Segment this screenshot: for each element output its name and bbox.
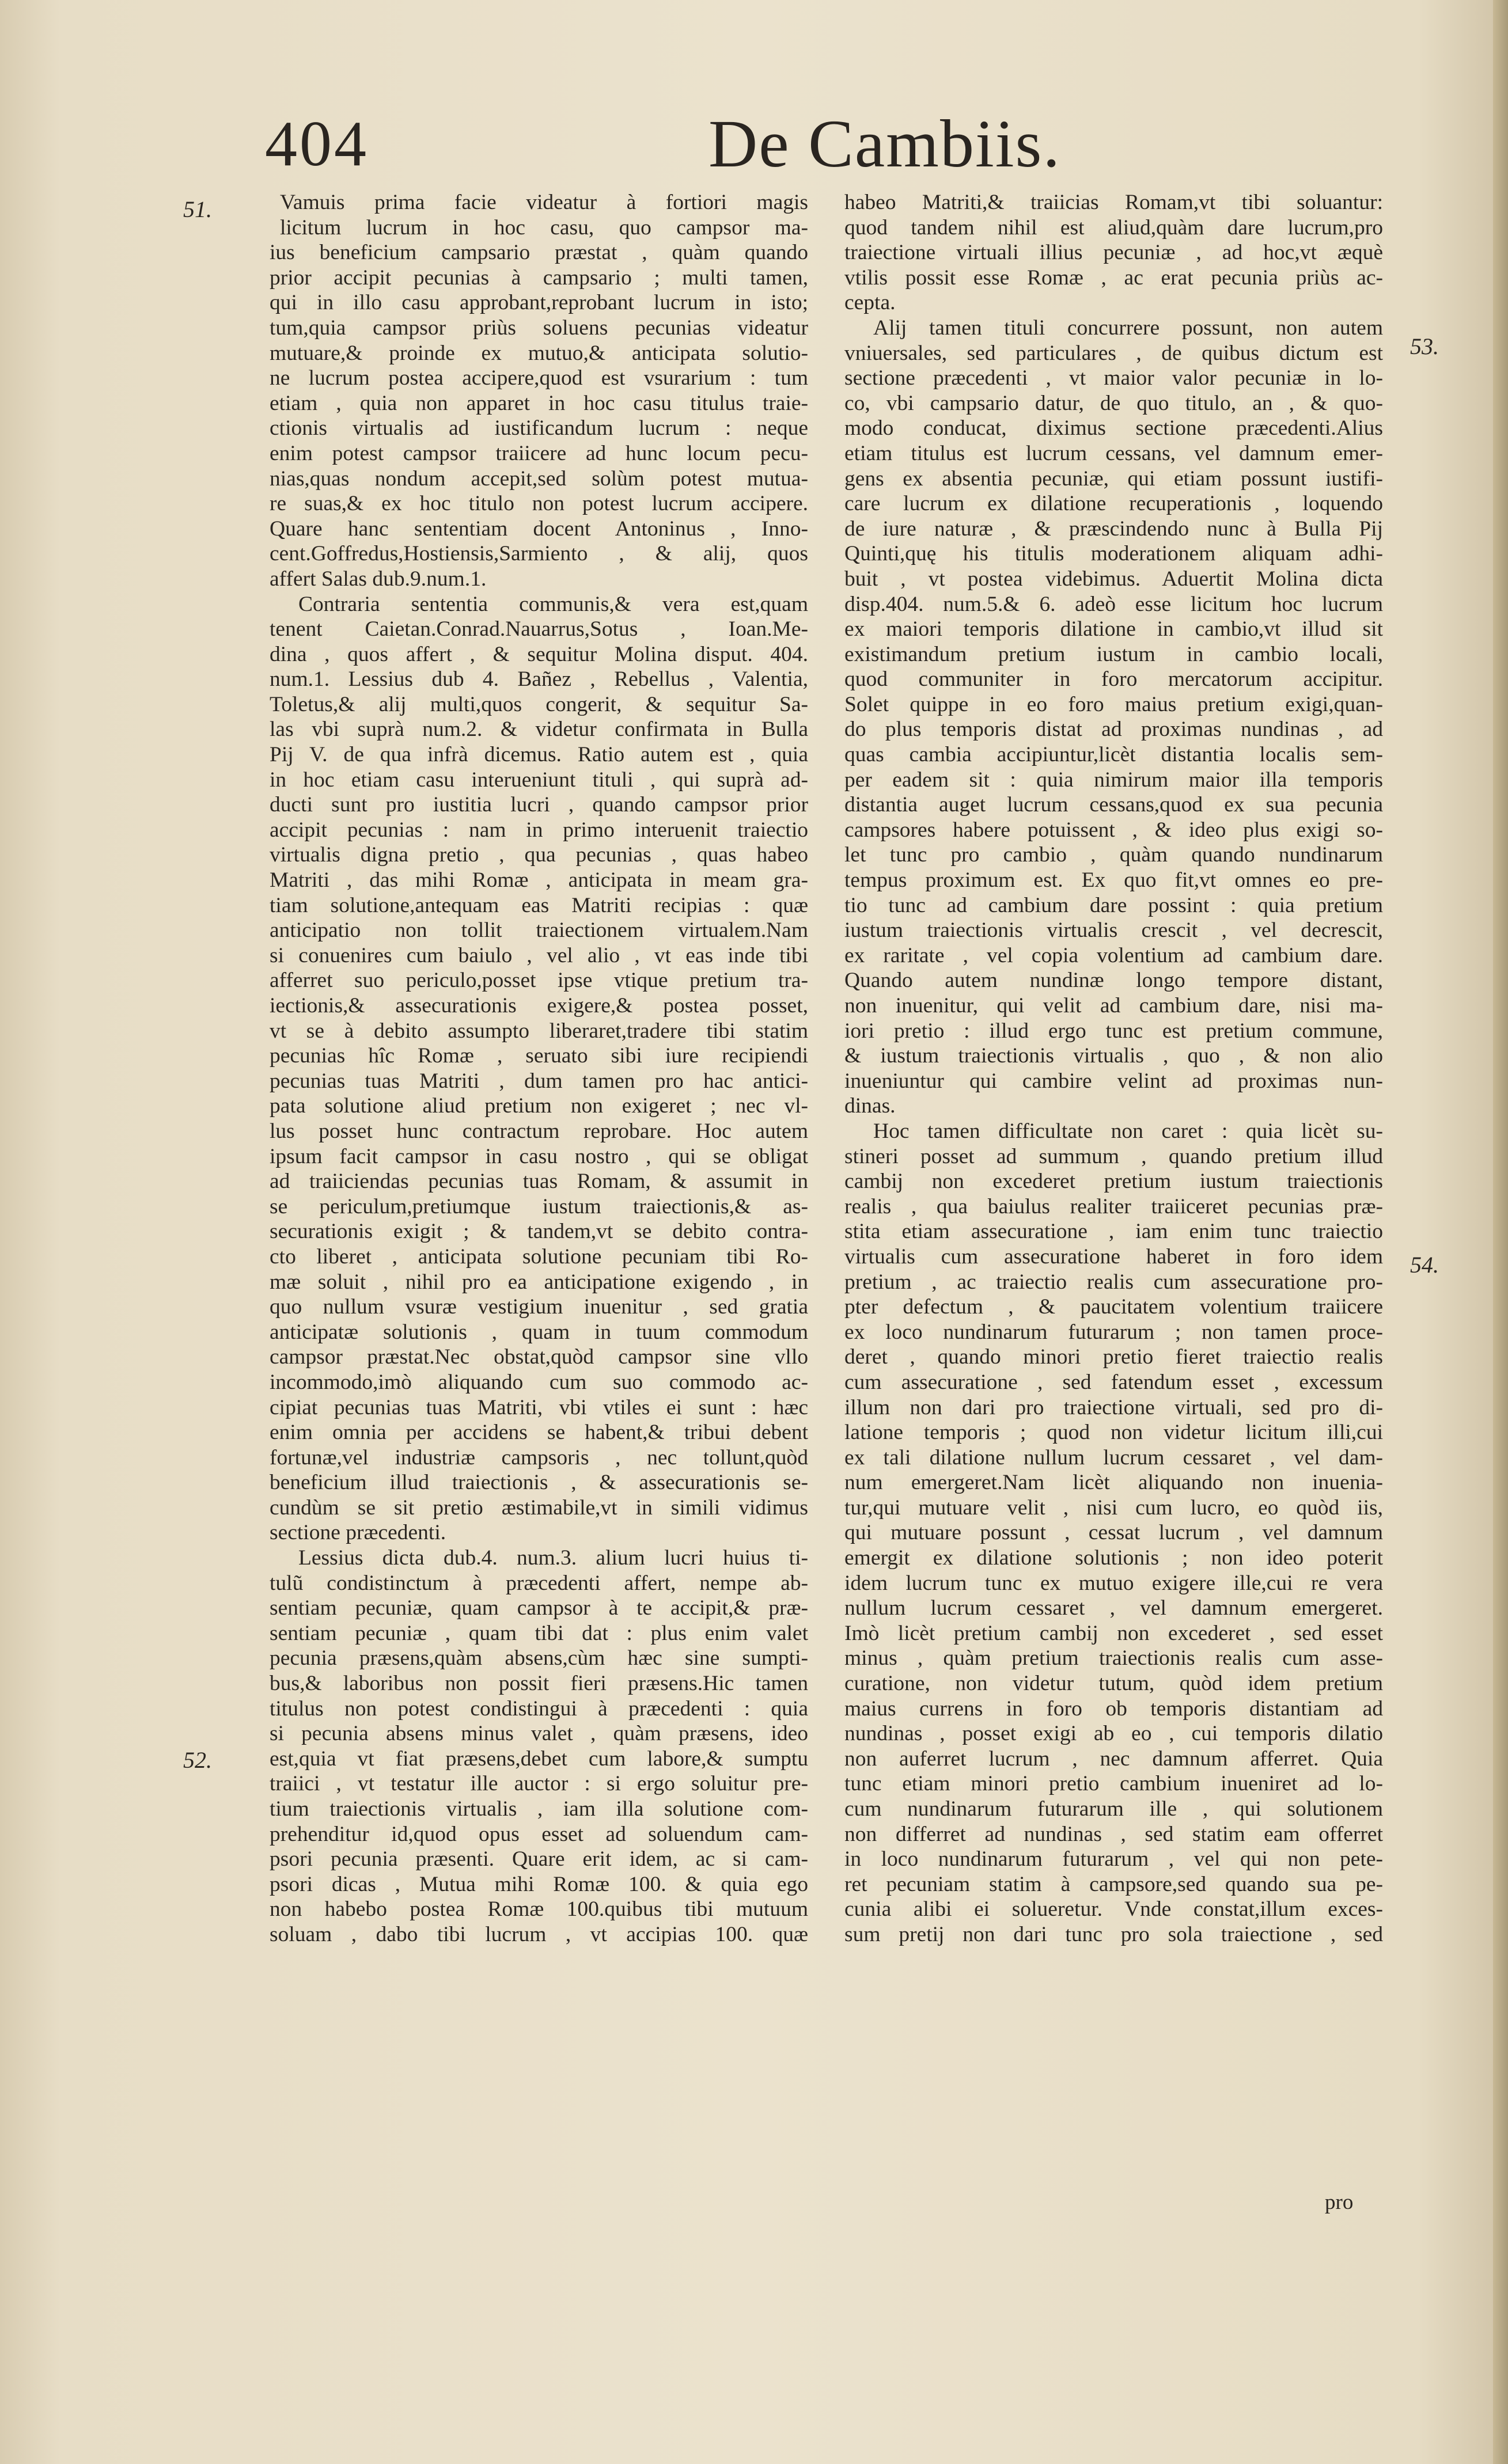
text-line: buit , vt postea videbimus. Aduertit Molina dicta xyxy=(844,567,1383,591)
text-line: securationis exigit ; & tandem,vt se debito contra- xyxy=(270,1220,808,1244)
text-line: virtualis digna pretio , qua pecunias , quas habeo xyxy=(270,843,808,867)
text-line: prehenditur id,quod opus esset ad soluendum cam- xyxy=(270,1822,808,1846)
text-line: nullum lucrum cessaret , vel damnum emergeret. xyxy=(844,1596,1383,1620)
text-line: tunc etiam minori pretio cambium inueniret ad lo- xyxy=(844,1772,1383,1796)
text-line: re suas,& ex hoc titulo non potest lucrum accipere. xyxy=(270,492,808,516)
text-line: distantia auget lucrum cessans,quod ex sua pecunia xyxy=(844,793,1383,817)
text-line: curatione, non videtur tutum, quòd idem pretium xyxy=(844,1672,1383,1696)
text-line: Lessius dicta dub.4. num.3. alium lucri huius ti- xyxy=(298,1546,808,1570)
text-line: iustum traiectionis virtualis crescit , vel decrescit, xyxy=(844,918,1383,943)
text-line: inueniuntur qui cambire velint ad proximas nun- xyxy=(844,1069,1383,1093)
text-line: stita etiam assecuratione , iam enim tunc traiectio xyxy=(844,1220,1383,1244)
text-line: latione temporis ; quod non videtur licitum illi,cui xyxy=(844,1421,1383,1445)
text-line: titulus non potest condistingui à præcedenti : quia xyxy=(270,1696,808,1721)
text-line: care lucrum ex dilatione recuperationis , loquendo xyxy=(844,492,1383,516)
text-line: Contraria sententia communis,& vera est,quam xyxy=(298,592,808,616)
text-line: sentiam pecuniæ , quam tibi dat : plus enim valet xyxy=(270,1621,808,1645)
text-line: Pij V. de qua infrà dicemus. Ratio autem est , quia xyxy=(270,743,808,767)
text-line: bus,& laboribus non possit fieri præsens.Hic tamen xyxy=(270,1672,808,1696)
margin-number-51: 51. xyxy=(183,196,212,222)
text-line: tiam solutione,antequam eas Matriti recipias : quæ xyxy=(270,893,808,917)
text-line: nundinas , posset exigi ab eo , cui temporis dilatio xyxy=(844,1722,1383,1746)
text-line: fortunæ,vel industriæ campsoris , nec tollunt,quòd xyxy=(270,1445,808,1470)
text-line: sectione præcedenti , vt maior valor pecuniæ in lo- xyxy=(844,366,1383,390)
text-line: Solet quippe in eo foro maius pretium exigi,quan- xyxy=(844,692,1383,716)
text-line: tio tunc ad cambium dare possint : quia pretium xyxy=(844,893,1383,917)
text-line: quo nullum vsuræ vestigium inuenitur , sed gratia xyxy=(270,1295,808,1319)
text-line: Matriti , das mihi Romæ , anticipata in meam gra- xyxy=(270,868,808,893)
text-line: campsores habere potuissent , & ideo plus exigi so- xyxy=(844,818,1383,842)
text-line: pter defectum , & paucitatem volentium traiicere xyxy=(844,1295,1383,1319)
text-line: si conuenires cum baiulo , vel alio , vt eas inde tibi xyxy=(270,943,808,967)
text-line: in hoc etiam casu interueniunt tituli , qui suprà ad- xyxy=(270,768,808,792)
text-line: dinas. xyxy=(844,1094,896,1118)
text-line: de iure naturæ , & præscindendo nunc à Bulla Pij xyxy=(844,517,1383,541)
text-line: ex tali dilatione nullum lucrum cessaret , vel dam- xyxy=(844,1445,1383,1470)
text-line: cepta. xyxy=(844,291,896,315)
text-line: gens ex absentia pecuniæ, qui etiam possunt iustifi- xyxy=(844,466,1383,491)
text-line: non habebo postea Romæ 100.quibus tibi mutuum xyxy=(270,1897,808,1922)
text-line: deret , quando minori pretio fieret traiectio realis xyxy=(844,1345,1383,1369)
text-line: ad traiiciendas pecunias tuas Romam, & assumit in xyxy=(270,1170,808,1194)
text-line: emergit ex dilatione solutionis ; non ideo poterit xyxy=(844,1546,1383,1570)
text-line: num emergeret.Nam licèt aliquando non inuenia- xyxy=(844,1471,1383,1495)
text-line: let tunc pro cambio , quàm quando nundinarum xyxy=(844,843,1383,867)
page-number: 404 xyxy=(265,108,369,180)
text-line: se periculum,pretiumque iustum traiectionis,& as- xyxy=(270,1194,808,1218)
text-line: qui mutuare possunt , cessat lucrum , vel damnum xyxy=(844,1521,1383,1545)
text-line: etiam , quia non apparet in hoc casu titulus traie- xyxy=(270,391,808,415)
text-line: non differret ad nundinas , sed statim eam offerret xyxy=(844,1822,1383,1846)
text-line: vt se à debito assumpto liberaret,tradere tibi statim xyxy=(270,1019,808,1043)
text-line: do plus temporis distat ad proximas nundinas , ad xyxy=(844,717,1383,742)
text-line: psori dicas , Mutua mihi Romæ 100. & quia ego xyxy=(270,1872,808,1896)
text-line: habeo Matriti,& traiicias Romam,vt tibi soluantur: xyxy=(844,191,1383,214)
text-line: Toletus,& alij multi,quos congerit, & sequitur Sa- xyxy=(270,692,808,716)
text-line: prior accipit pecunias à campsario ; multi tamen, xyxy=(270,265,808,290)
text-line: etiam titulus est lucrum cessans, vel damnum emer- xyxy=(844,441,1383,465)
text-line: co, vbi campsario datur, de quo titulo, an , & quo- xyxy=(844,391,1383,415)
text-line: soluam , dabo tibi lucrum , vt accipias 100. quæ xyxy=(270,1922,808,1946)
catchword: pro xyxy=(1325,2190,1354,2214)
text-line: disp.404. num.5.& 6. adeò esse licitum hoc lucrum xyxy=(844,592,1383,616)
text-line: incommodo,imò aliquando cum suo commodo ac- xyxy=(270,1370,808,1394)
text-line: vtilis possit esse Romæ , ac erat pecunia priùs ac- xyxy=(844,265,1383,290)
text-line: las vbi suprà num.2. & videtur confirmata in Bulla xyxy=(270,717,808,742)
right-column xyxy=(844,190,1383,1947)
text-line: sectione præcedenti. xyxy=(270,1521,446,1545)
text-line: pretium , ac traiectio realis cum assecuratione pro- xyxy=(844,1270,1383,1294)
text-line: anticipatæ solutionis , quam in tuum commodum xyxy=(270,1320,808,1344)
text-line: quod tandem nihil est aliud,quàm dare lucrum,pro xyxy=(844,215,1383,240)
text-line: afferret suo periculo,posset ipse vtique pretium tra- xyxy=(270,969,808,993)
text-line: cipiat pecunias tuas Matriti, vbi vtiles ei sunt : hæc xyxy=(270,1395,808,1419)
text-line: tenent Caietan.Conrad.Nauarrus,Sotus , Ioan.Me- xyxy=(270,617,808,641)
text-line: ex raritate , vel copia volentium ad cambium dare. xyxy=(844,943,1383,967)
text-line: licitum lucrum in hoc casu, quo campsor ma- xyxy=(280,215,808,240)
text-line: qui in illo casu approbant,reprobant lucrum in isto; xyxy=(270,291,808,315)
text-line: tium traiectionis virtualis , iam illa solutione com- xyxy=(270,1797,808,1821)
text-line: virtualis cum assecuratione haberet in foro idem xyxy=(844,1244,1383,1269)
text-line: Vamuis prima facie videatur à fortiori magis xyxy=(280,191,808,214)
text-line: psori pecunia præsenti. Quare erit idem, ac si cam- xyxy=(270,1847,808,1871)
text-line: pecunias tuas Matriti , dum tamen pro hac antici- xyxy=(270,1069,808,1093)
text-line: Quinti,quę his titulis moderationem aliquam adhi- xyxy=(844,542,1383,566)
text-line: modo conducat, diximus sectione præcedenti.Alius xyxy=(844,416,1383,441)
text-line: ctionis virtualis ad iustificandum lucrum : neque xyxy=(270,416,808,441)
text-line: sum pretij non dari tunc pro sola traiectione , sed xyxy=(844,1922,1383,1946)
text-line: non inuenitur, qui velit ad cambium dare, nisi ma- xyxy=(844,994,1383,1018)
text-line: maius currens in foro ob temporis distantiam ad xyxy=(844,1696,1383,1721)
text-line: pata solutione aliud pretium non exigeret ; nec vl- xyxy=(270,1094,808,1118)
text-line: tulũ condistinctum à præcedenti affert, nempe ab- xyxy=(270,1571,808,1595)
text-line: cto liberet , anticipata solutione pecuniam tibi Ro- xyxy=(270,1244,808,1269)
running-title: De Cambiis. xyxy=(708,106,1061,181)
text-line: campsor præstat.Nec obstat,quòd campsor sine vllo xyxy=(270,1345,808,1369)
text-line: ne lucrum postea accipere,quod est vsurarium : tum xyxy=(270,366,808,390)
text-line: lus posset hunc contractum reprobare. Hoc autem xyxy=(270,1119,808,1143)
text-line: ius beneficium campsario præstat , quàm quando xyxy=(270,241,808,265)
text-line: cum assecuratione , sed fatendum esset , excessum xyxy=(844,1370,1383,1394)
text-line: idem lucrum tunc ex mutuo exigere ille,cui re vera xyxy=(844,1571,1383,1595)
text-line: existimandum pretium iustum in cambio locali, xyxy=(844,642,1383,666)
margin-number-54: 54. xyxy=(1410,1252,1439,1278)
text-line: realis , qua baiulus realiter traiiceret pecunias præ- xyxy=(844,1194,1383,1218)
text-line: minus , quàm pretium traiectionis realis cum asse- xyxy=(844,1646,1383,1670)
text-line: tur,qui mutuare velit , nisi cum lucro, eo quòd iis, xyxy=(844,1495,1383,1520)
text-line: accipit pecunias : nam in primo interuenit traiectio xyxy=(270,818,808,842)
text-line: cunia alibi ei solueretur. Vnde constat,illum exces- xyxy=(844,1897,1383,1922)
text-line: enim potest campsor traiicere ad hunc locum pecu- xyxy=(270,441,808,465)
text-line: per eadem sit : quia nimirum maior illa temporis xyxy=(844,768,1383,792)
text-line: nias,quas nondum accepit,sed solùm potest mutua- xyxy=(270,466,808,491)
text-line: vniuersales, sed particulares , de quibus dictum est xyxy=(844,341,1383,365)
text-line: num.1. Lessius dub 4. Bañez , Rebellus , Valentia, xyxy=(270,667,808,692)
text-line: sentiam pecuniæ, quam campsor à te accipit,& præ- xyxy=(270,1596,808,1620)
text-line: quas cambia accipiuntur,licèt distantia localis sem- xyxy=(844,743,1383,767)
margin-number-52: 52. xyxy=(183,1747,212,1773)
text-line: quod communiter in foro mercatorum accipitur. xyxy=(844,667,1383,692)
page-header xyxy=(253,104,1129,179)
text-line: Quando autem nundinæ longo tempore distant, xyxy=(844,969,1383,993)
text-line: Alij tamen tituli concurrere possunt, non autem xyxy=(873,316,1383,340)
text-line: pecunia præsens,quàm absens,cùm hæc sine sumpti- xyxy=(270,1646,808,1670)
text-line: ex maiori temporis dilatione in cambio,vt illud sit xyxy=(844,617,1383,641)
text-line: ret pecuniam statim à campsore,sed quando sua pe- xyxy=(844,1872,1383,1896)
text-line: cum nundinarum futurarum ille , qui solutionem xyxy=(844,1797,1383,1821)
margin-number-53: 53. xyxy=(1410,333,1439,359)
text-line: tempus proximum est. Ex quo fit,vt omnes eo pre- xyxy=(844,868,1383,893)
left-column xyxy=(270,190,808,1947)
text-line: si pecunia absens minus valet , quàm præsens, ideo xyxy=(270,1722,808,1746)
page-edge xyxy=(1493,0,1508,2464)
text-line: mutuare,& proinde ex mutuo,& anticipata solutio- xyxy=(270,341,808,365)
text-line: beneficium illud traiectionis , & assecurationis se- xyxy=(270,1471,808,1495)
text-line: cent.Goffredus,Hostiensis,Sarmiento , & alij, quos xyxy=(270,542,808,566)
text-line: mæ soluit , nihil pro ea anticipatione exigendo , in xyxy=(270,1270,808,1294)
text-line: dina , quos affert , & sequitur Molina disput. 404. xyxy=(270,642,808,666)
text-line: anticipatio non tollit traiectionem virtualem.Nam xyxy=(270,918,808,943)
text-line: pecunias hîc Romæ , seruato sibi iure recipiendi xyxy=(270,1044,808,1068)
text-line: ex loco nundinarum futurarum ; non tamen proce- xyxy=(844,1320,1383,1344)
text-line: Hoc tamen difficultate non caret : quia licèt su- xyxy=(873,1119,1383,1143)
text-line: iectionis,& assecurationis exigere,& postea posset, xyxy=(270,994,808,1018)
text-line: Quare hanc sententiam docent Antoninus , Inno- xyxy=(270,517,808,541)
text-line: ducti sunt pro iustitia lucri , quando campsor prior xyxy=(270,793,808,817)
text-line: enim omnia per accidens se habent,& tribui debent xyxy=(270,1421,808,1445)
text-line: affert Salas dub.9.num.1. xyxy=(270,567,487,591)
text-line: iori pretio : illud ergo tunc est pretium commune, xyxy=(844,1019,1383,1043)
text-line: in loco nundinarum futurarum , vel qui non pete- xyxy=(844,1847,1383,1871)
text-line: Imò licèt pretium cambij non excederet , sed esset xyxy=(844,1621,1383,1645)
text-line: tum,quia campsor priùs soluens pecunias videatur xyxy=(270,316,808,340)
text-line: traiici , vt testatur ille auctor : si ergo soluitur pre- xyxy=(270,1772,808,1796)
text-line: est,quia vt fiat præsens,debet cum labore,& sumptu xyxy=(270,1747,808,1771)
text-line: illum non dari pro traiectione virtuali, sed pro di- xyxy=(844,1395,1383,1419)
text-line: cambij non excederet pretium iustum traiectionis xyxy=(844,1170,1383,1194)
text-line: cundùm se sit pretio æstimabile,vt in simili vidimus xyxy=(270,1495,808,1520)
text-line: & iustum traiectionis virtualis , quo , & non alio xyxy=(844,1044,1383,1068)
text-line: ipsum facit campsor in casu nostro , qui se obligat xyxy=(270,1144,808,1168)
text-line: non auferret lucrum , nec damnum afferret. Quia xyxy=(844,1747,1383,1771)
text-line: traiectione virtuali illius pecuniæ , ad hoc,vt æquè xyxy=(844,241,1383,265)
text-line: stineri posset ad summum , quando pretium illud xyxy=(844,1144,1383,1168)
